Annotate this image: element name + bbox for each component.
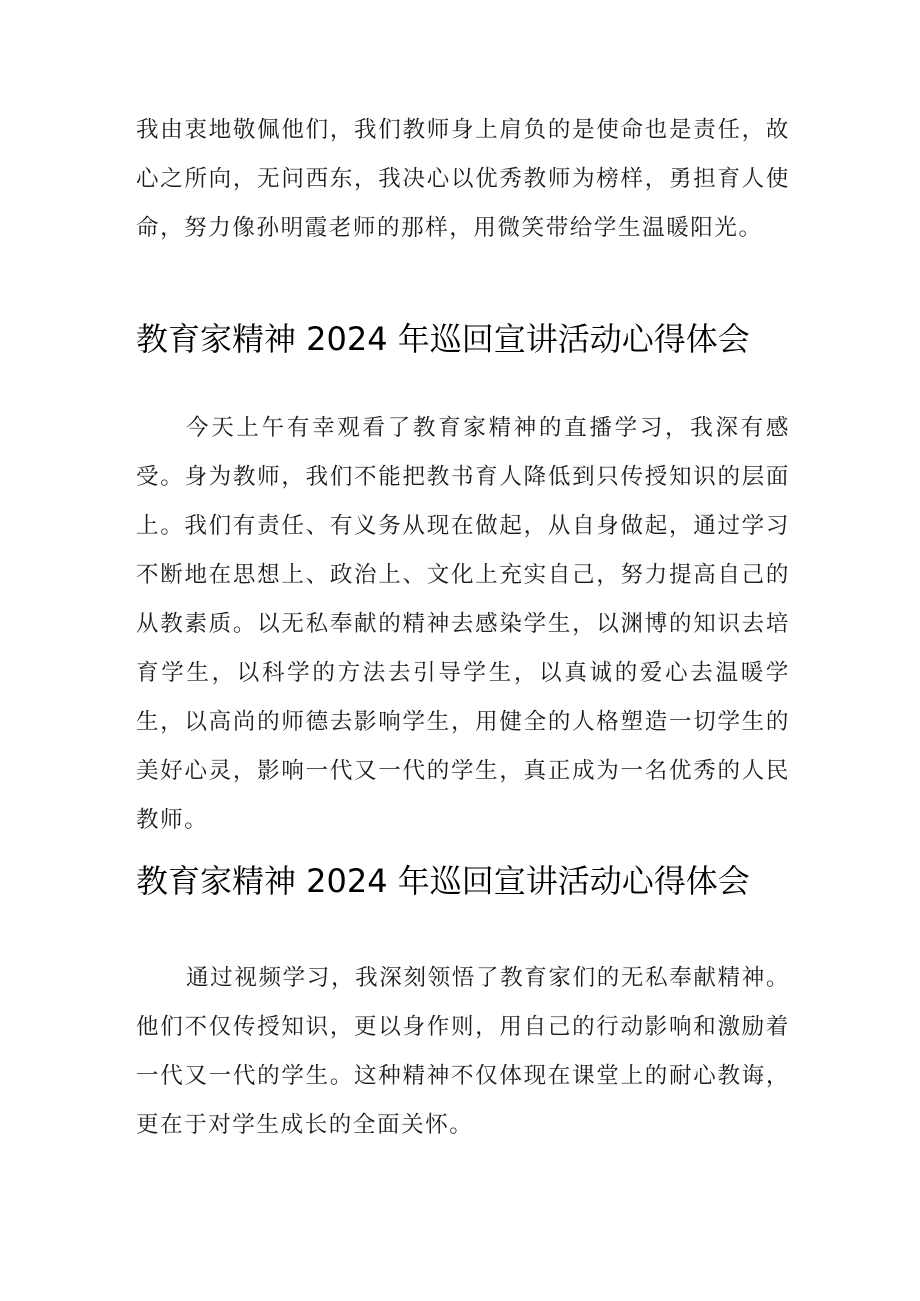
section-1-paragraph: 今天上午有幸观看了教育家精神的直播学习，我深有感受。身为教师，我们不能把教书育人降低到只传授知识的层面上。我们有责任、有义务从现在做起，从自身做起，通过学习不断地在思想上、政治上、文化上充实自己，努力提高自己的从教素质。以无私奉献的精神去感染学生，以渊博的知识去培育学生，以科学的方法去引导学生，以真诚的爱心去温暖学生，以高尚的师德去影响学生，用健全的人格塑造一切学生的美好心灵，影响一代又一代的学生，真正成为一名优秀的人民教师。 bbox=[136, 415, 790, 833]
section-2-paragraph: 通过视频学习，我深刻领悟了教育家们的无私奉献精神。他们不仅传授知识，更以身作则，用自己的行动影响和激励着一代又一代的学生。这种精神不仅体现在课堂上的耐心教诲，更在于对学生成长的全面关怀。 bbox=[136, 965, 790, 1138]
section-2-heading: 教育家精神 2024 年巡回宣讲活动心得体会 bbox=[136, 862, 750, 900]
section-1-heading: 教育家精神 2024 年巡回宣讲活动心得体会 bbox=[136, 320, 750, 358]
intro-paragraph: 我由衷地敬佩他们，我们教师身上肩负的是使命也是责任，故心之所向，无问西东，我决心以优秀教师为榜样，勇担育人使命，努力像孙明霞老师的那样，用微笑带给学生温暖阳光。 bbox=[136, 117, 790, 241]
